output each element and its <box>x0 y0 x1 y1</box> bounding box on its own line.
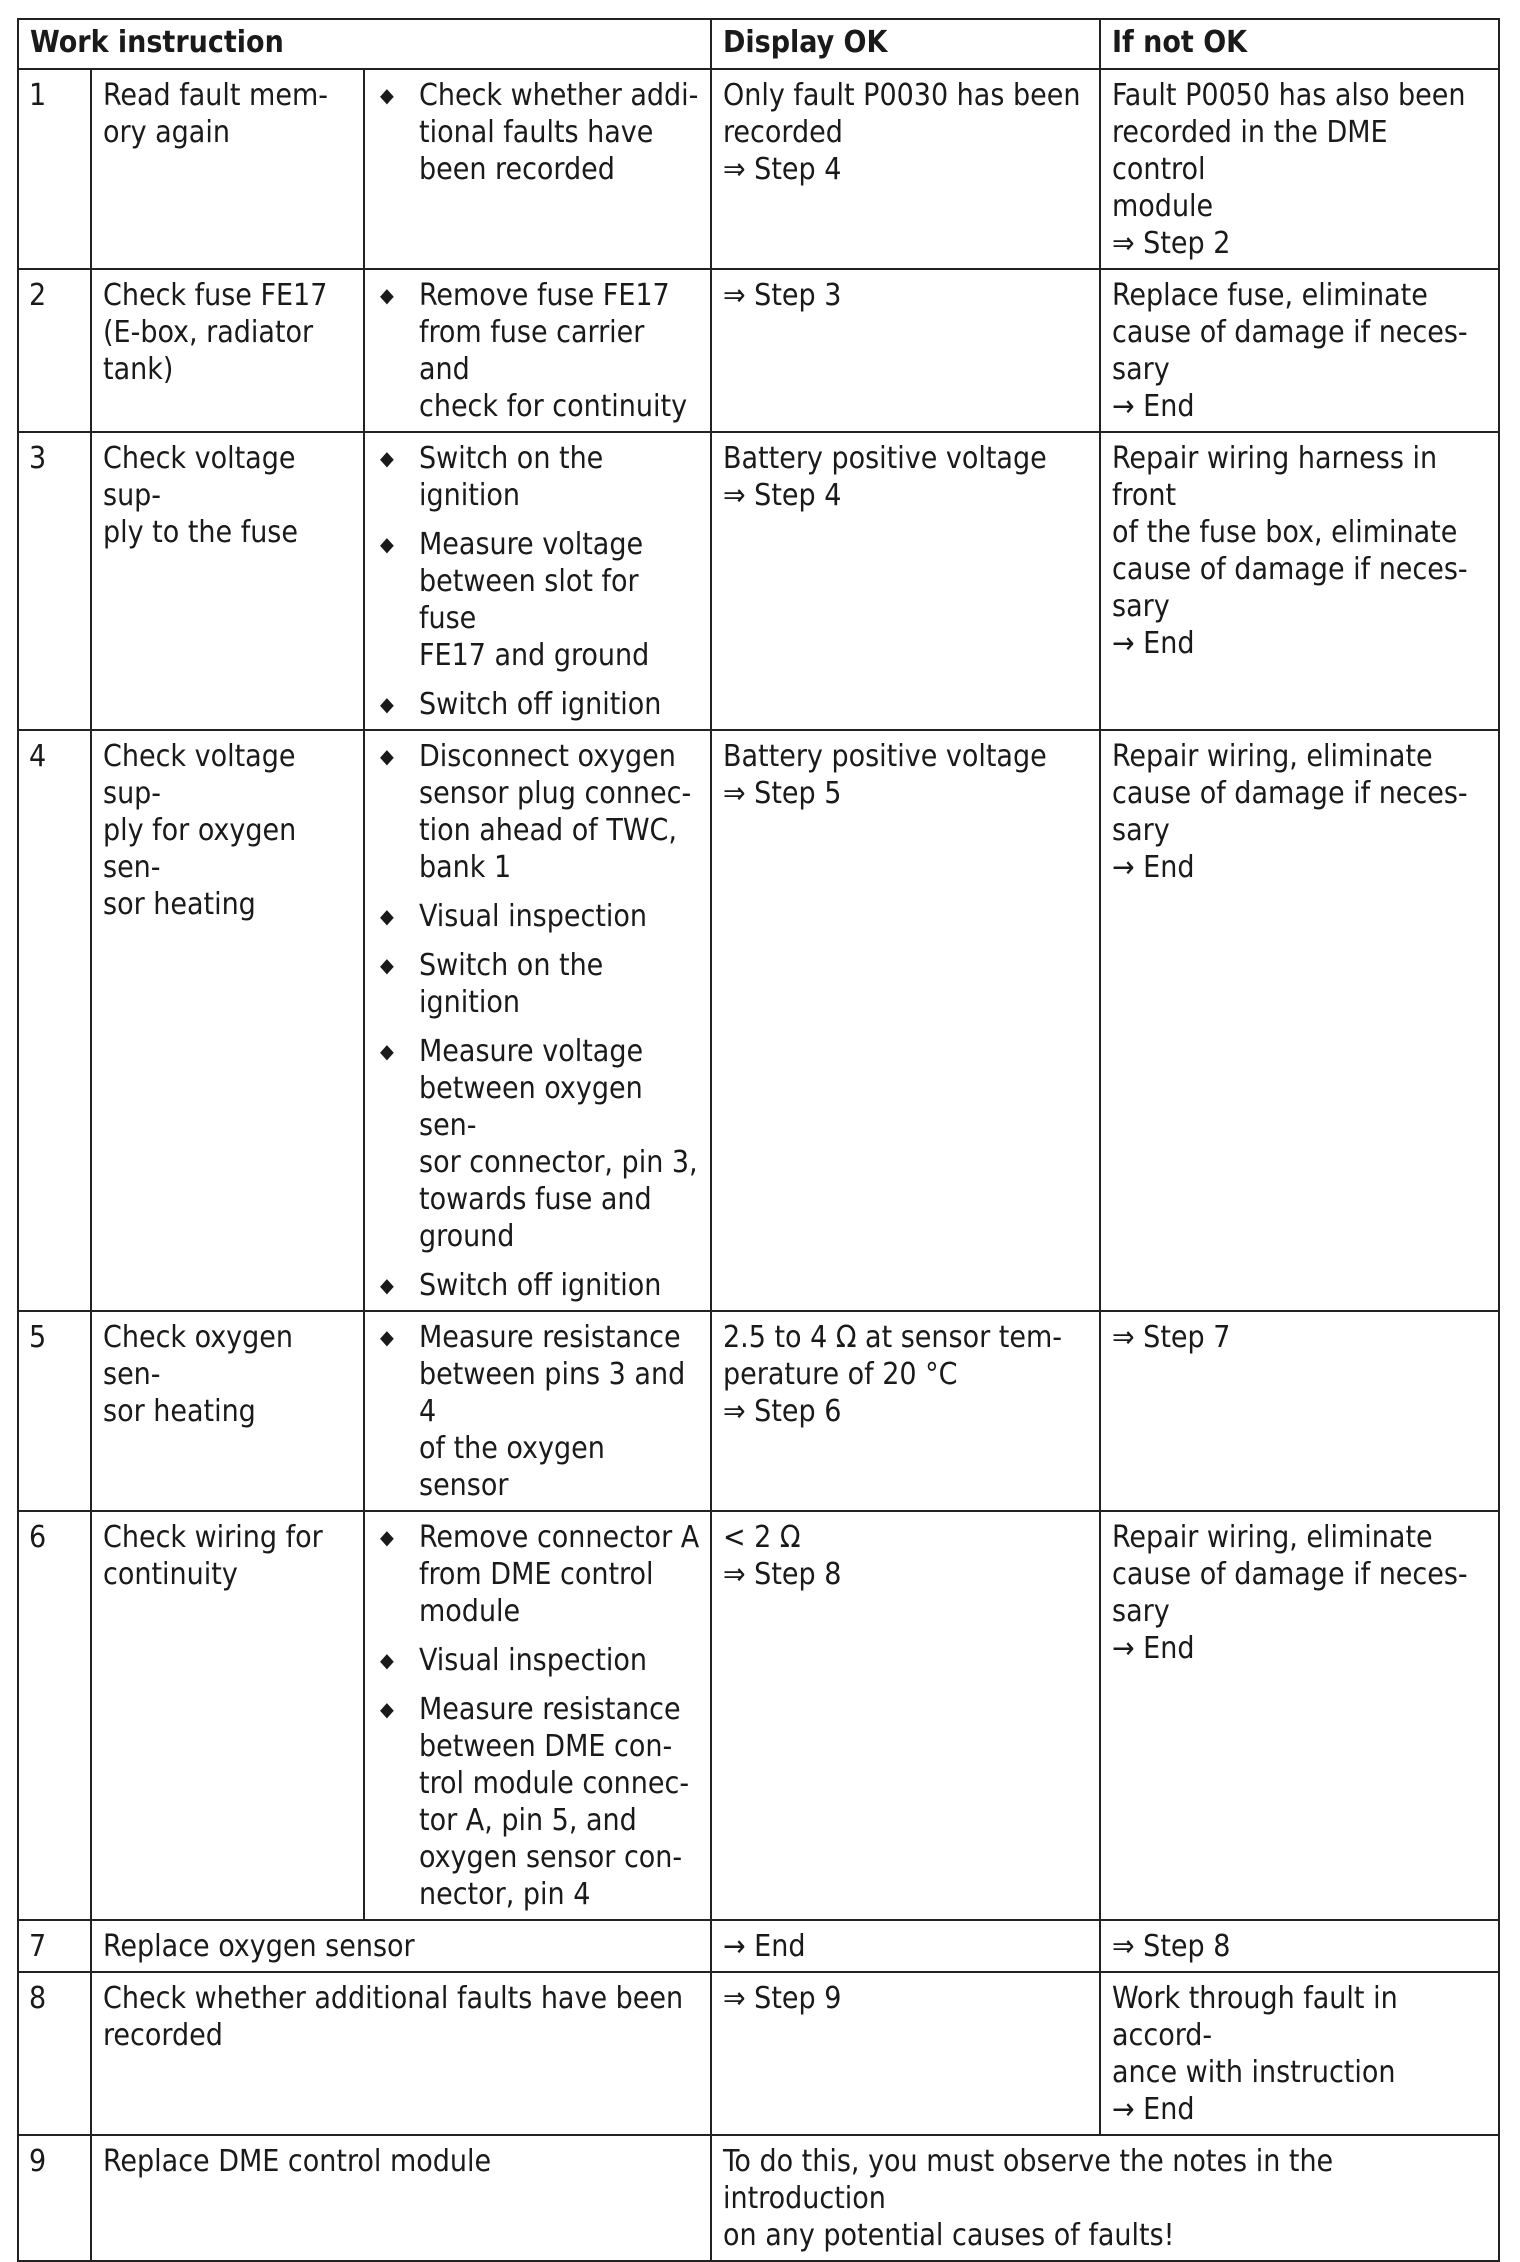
action-line: check for continuity <box>419 389 688 424</box>
bullet-diamond-icon: ◆ <box>380 692 394 716</box>
action-item <box>376 1033 700 1255</box>
action-line: of the oxygen sensor <box>419 1431 605 1503</box>
step-row-3 <box>18 432 1499 730</box>
action-line: trol module connec- <box>419 1766 690 1801</box>
step-title <box>91 432 364 730</box>
if-not-ok-line: recorded in the DME control <box>1112 115 1388 187</box>
step-title <box>91 730 364 1311</box>
step-title-line: Check fuse FE17 <box>103 278 328 313</box>
step-note <box>711 2135 1499 2261</box>
action-line: Remove fuse FE17 <box>419 278 670 313</box>
display-ok-line: 2.5 to 4 Ω at sensor tem- <box>723 1320 1062 1355</box>
action-line: Visual inspection <box>419 899 648 934</box>
step-title <box>91 1511 364 1920</box>
bullet-diamond-icon: ◆ <box>380 1697 394 1721</box>
step-title <box>91 2135 711 2261</box>
step-row-5 <box>18 1311 1499 1511</box>
display-ok-line: ⇒ Step 4 <box>723 478 842 513</box>
action-line: Measure voltage <box>419 527 644 562</box>
step-number: 9 <box>18 2135 91 2261</box>
action-line: Switch off ignition <box>419 687 662 722</box>
if-not-ok-line: Repair wiring, eliminate <box>1112 739 1433 774</box>
if-not-ok-cell <box>1100 1511 1499 1920</box>
step-title <box>91 269 364 432</box>
step-row-8 <box>18 1972 1499 2135</box>
action-line: towards fuse and <box>419 1182 652 1217</box>
action-item <box>376 526 700 674</box>
action-line: tor A, pin 5, and <box>419 1803 637 1838</box>
action-line: been recorded <box>419 152 615 187</box>
if-not-ok-line: sary <box>1112 589 1170 624</box>
note-line: To do this, you must observe the notes in the introduction <box>723 2144 1334 2216</box>
action-list <box>376 738 700 1304</box>
step-title-line: sor heating <box>103 1394 256 1429</box>
step-number: 1 <box>18 69 91 269</box>
action-line: tion ahead of TWC, <box>419 813 677 848</box>
step-title-line: Replace DME control module <box>103 2144 492 2179</box>
action-line: FE17 and ground <box>419 638 650 673</box>
display-ok-cell <box>711 1920 1100 1972</box>
display-ok-line: → End <box>723 1929 806 1964</box>
action-item <box>376 277 700 425</box>
action-list <box>376 277 700 425</box>
bullet-diamond-icon: ◆ <box>380 83 394 107</box>
step-number: 8 <box>18 1972 91 2135</box>
step-row-4 <box>18 730 1499 1311</box>
if-not-ok-cell <box>1100 432 1499 730</box>
if-not-ok-line: Repair wiring harness in front <box>1112 441 1438 513</box>
if-not-ok-cell <box>1100 1920 1499 1972</box>
action-item <box>376 1267 700 1304</box>
step-number: 6 <box>18 1511 91 1920</box>
action-line: Remove connector A <box>419 1520 700 1555</box>
step-actions <box>364 1311 711 1511</box>
if-not-ok-line: → End <box>1112 2092 1195 2127</box>
action-line: sor connector, pin 3, <box>419 1145 698 1180</box>
step-actions <box>364 269 711 432</box>
action-line: Switch on the ignition <box>419 441 604 513</box>
step-number: 3 <box>18 432 91 730</box>
bullet-diamond-icon: ◆ <box>380 1273 394 1297</box>
action-line: from fuse carrier and <box>419 315 645 387</box>
action-item <box>376 947 700 1021</box>
if-not-ok-line: ⇒ Step 8 <box>1112 1929 1231 1964</box>
if-not-ok-line: module <box>1112 189 1214 224</box>
if-not-ok-line: cause of damage if neces- <box>1112 1557 1468 1592</box>
if-not-ok-line: → End <box>1112 850 1195 885</box>
step-title <box>91 1920 711 1972</box>
action-line: Check whether addi- <box>419 78 699 113</box>
step-title-line: Read fault mem- <box>103 78 328 113</box>
step-row-2 <box>18 269 1499 432</box>
step-title-line: Check whether additional faults have been <box>103 1981 684 2016</box>
step-title-line: (E-box, radiator <box>103 315 314 350</box>
action-item <box>376 898 700 935</box>
step-title <box>91 69 364 269</box>
display-ok-line: ⇒ Step 9 <box>723 1981 842 2016</box>
work-instruction-table <box>17 18 1500 2262</box>
action-line: Disconnect oxygen <box>419 739 676 774</box>
action-line: tional faults have <box>419 115 654 150</box>
step-title-line: Check oxygen sen- <box>103 1320 293 1392</box>
if-not-ok-cell <box>1100 1972 1499 2135</box>
if-not-ok-line: cause of damage if neces- <box>1112 552 1468 587</box>
header-display-ok: Display OK <box>711 19 1100 69</box>
action-line: Measure resistance <box>419 1692 681 1727</box>
action-line: Switch on the ignition <box>419 948 604 1020</box>
step-actions <box>364 432 711 730</box>
if-not-ok-cell <box>1100 730 1499 1311</box>
if-not-ok-line: Repair wiring, eliminate <box>1112 1520 1433 1555</box>
action-item <box>376 77 700 188</box>
if-not-ok-cell <box>1100 69 1499 269</box>
display-ok-line: ⇒ Step 6 <box>723 1394 842 1429</box>
if-not-ok-line: of the fuse box, eliminate <box>1112 515 1458 550</box>
if-not-ok-line: sary <box>1112 352 1170 387</box>
step-number: 4 <box>18 730 91 1311</box>
action-line: Switch off ignition <box>419 1268 662 1303</box>
action-line: between slot for fuse <box>419 564 639 636</box>
display-ok-line: ⇒ Step 8 <box>723 1557 842 1592</box>
if-not-ok-line: Work through fault in accord- <box>1112 1981 1398 2053</box>
step-title-line: continuity <box>103 1557 238 1592</box>
action-line: Measure voltage <box>419 1034 644 1069</box>
bullet-diamond-icon: ◆ <box>380 532 394 556</box>
action-item <box>376 1319 700 1504</box>
if-not-ok-line: cause of damage if neces- <box>1112 315 1468 350</box>
action-line: between pins 3 and 4 <box>419 1357 686 1429</box>
display-ok-line: ⇒ Step 5 <box>723 776 842 811</box>
step-title-line: Check voltage sup- <box>103 441 296 513</box>
display-ok-line: perature of 20 °C <box>723 1357 958 1392</box>
step-title-line: ply to the fuse <box>103 515 298 550</box>
action-item <box>376 1642 700 1679</box>
action-line: between DME con- <box>419 1729 673 1764</box>
bullet-diamond-icon: ◆ <box>380 283 394 307</box>
if-not-ok-line: sary <box>1112 813 1170 848</box>
step-rows <box>18 69 1499 2261</box>
display-ok-cell <box>711 730 1100 1311</box>
action-item <box>376 738 700 886</box>
step-actions <box>364 1511 711 1920</box>
display-ok-cell <box>711 1972 1100 2135</box>
bullet-diamond-icon: ◆ <box>380 1525 394 1549</box>
step-number: 5 <box>18 1311 91 1511</box>
if-not-ok-line: → End <box>1112 389 1195 424</box>
header-if-not-ok: If not OK <box>1100 19 1499 69</box>
step-actions <box>364 730 711 1311</box>
display-ok-line: Battery positive voltage <box>723 739 1047 774</box>
header-work-instruction: Work instruction <box>18 19 711 69</box>
display-ok-line: ⇒ Step 4 <box>723 152 842 187</box>
step-title-line: Check voltage sup- <box>103 739 296 811</box>
if-not-ok-line: cause of damage if neces- <box>1112 776 1468 811</box>
step-title-line: tank) <box>103 352 174 387</box>
action-line: bank 1 <box>419 850 512 885</box>
bullet-diamond-icon: ◆ <box>380 953 394 977</box>
if-not-ok-cell <box>1100 269 1499 432</box>
action-line: nector, pin 4 <box>419 1877 591 1912</box>
step-title-line: sor heating <box>103 887 256 922</box>
step-title <box>91 1311 364 1511</box>
bullet-diamond-icon: ◆ <box>380 1325 394 1349</box>
if-not-ok-cell <box>1100 1311 1499 1511</box>
if-not-ok-line: ⇒ Step 7 <box>1112 1320 1231 1355</box>
display-ok-line: < 2 Ω <box>723 1520 801 1555</box>
step-title-line: Check wiring for <box>103 1520 323 1555</box>
action-item <box>376 686 700 723</box>
display-ok-line: ⇒ Step 3 <box>723 278 842 313</box>
step-row-7 <box>18 1920 1499 1972</box>
note-line: on any potential causes of faults! <box>723 2218 1175 2253</box>
action-line: module <box>419 1594 521 1629</box>
action-line: between oxygen sen- <box>419 1071 643 1143</box>
bullet-diamond-icon: ◆ <box>380 446 394 470</box>
step-row-1 <box>18 69 1499 269</box>
bullet-diamond-icon: ◆ <box>380 1648 394 1672</box>
action-line: Measure resistance <box>419 1320 681 1355</box>
action-list <box>376 1319 700 1504</box>
if-not-ok-line: Replace fuse, eliminate <box>1112 278 1428 313</box>
action-item <box>376 440 700 514</box>
display-ok-line: recorded <box>723 115 843 150</box>
step-title-line: ory again <box>103 115 230 150</box>
action-list <box>376 440 700 723</box>
step-title-line: recorded <box>103 2018 223 2053</box>
action-line: oxygen sensor con- <box>419 1840 683 1875</box>
action-list <box>376 77 700 188</box>
display-ok-cell <box>711 1311 1100 1511</box>
step-row-6 <box>18 1511 1499 1920</box>
if-not-ok-line: ance with instruction <box>1112 2055 1396 2090</box>
if-not-ok-line: ⇒ Step 2 <box>1112 226 1231 261</box>
action-list <box>376 1519 700 1913</box>
step-number: 2 <box>18 269 91 432</box>
display-ok-cell <box>711 432 1100 730</box>
action-line: from DME control <box>419 1557 654 1592</box>
action-line: sensor plug connec- <box>419 776 692 811</box>
action-item <box>376 1691 700 1913</box>
display-ok-line: Battery positive voltage <box>723 441 1047 476</box>
step-title-line: ply for oxygen sen- <box>103 813 297 885</box>
if-not-ok-line: → End <box>1112 1631 1195 1666</box>
display-ok-cell <box>711 269 1100 432</box>
step-number: 7 <box>18 1920 91 1972</box>
if-not-ok-line: sary <box>1112 1594 1170 1629</box>
bullet-diamond-icon: ◆ <box>380 904 394 928</box>
if-not-ok-line: Fault P0050 has also been <box>1112 78 1466 113</box>
step-row-9 <box>18 2135 1499 2261</box>
step-title <box>91 1972 711 2135</box>
display-ok-cell <box>711 1511 1100 1920</box>
action-line: Visual inspection <box>419 1643 648 1678</box>
action-line: ground <box>419 1219 515 1254</box>
if-not-ok-line: → End <box>1112 626 1195 661</box>
header-row <box>18 19 1499 69</box>
step-actions <box>364 69 711 269</box>
bullet-diamond-icon: ◆ <box>380 744 394 768</box>
step-title-line: Replace oxygen sensor <box>103 1929 415 1964</box>
bullet-diamond-icon: ◆ <box>380 1039 394 1063</box>
action-item <box>376 1519 700 1630</box>
display-ok-cell <box>711 69 1100 269</box>
display-ok-line: Only fault P0030 has been <box>723 78 1081 113</box>
